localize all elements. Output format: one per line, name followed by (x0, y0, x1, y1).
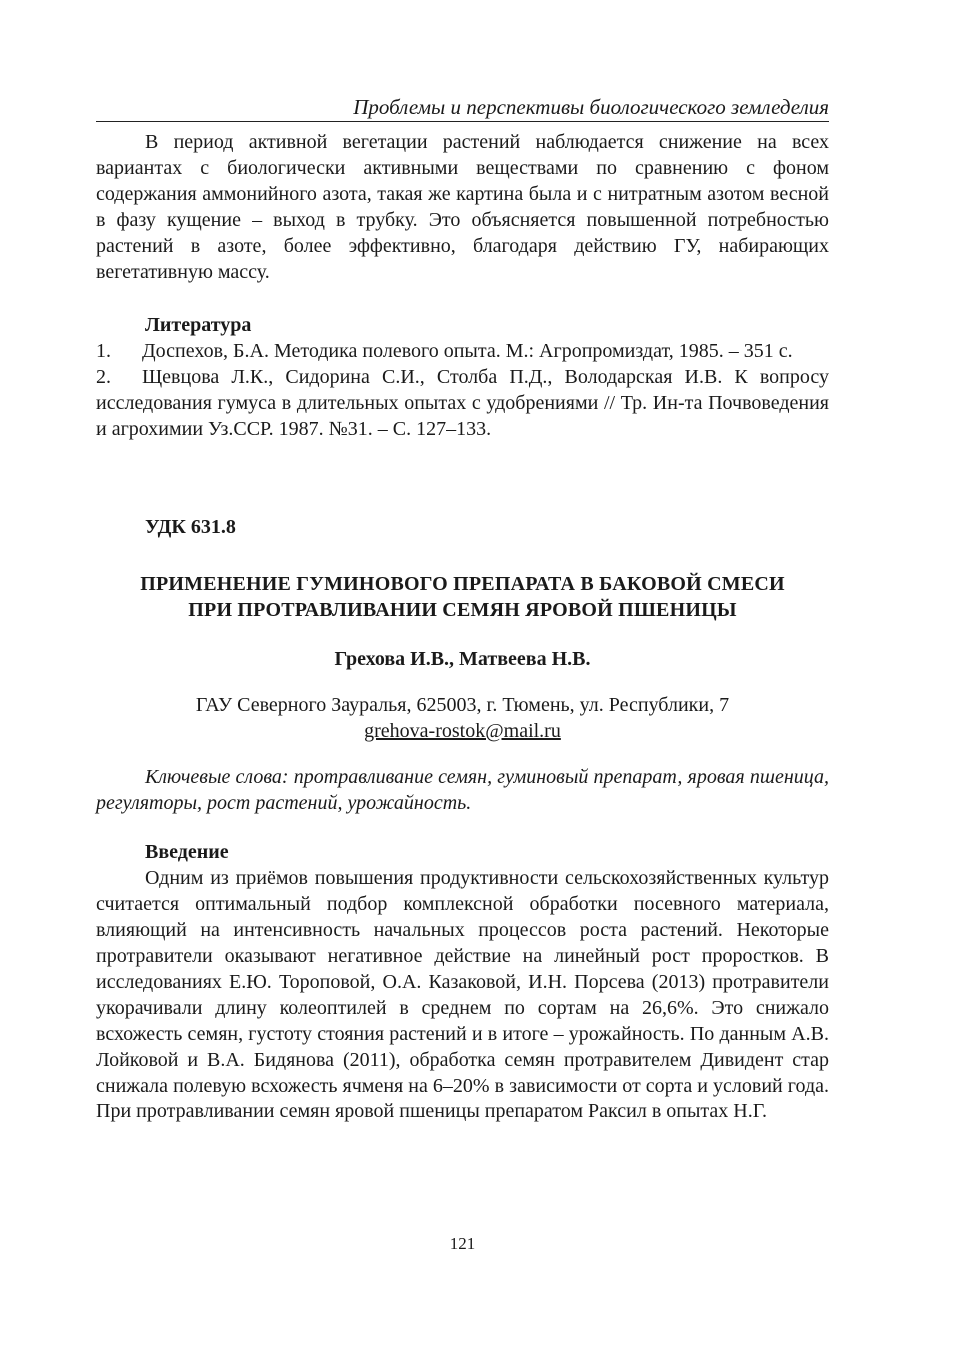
running-head: Проблемы и перспективы биологического земледелия (353, 95, 829, 119)
email-line (96, 719, 829, 745)
article-title (96, 571, 829, 623)
reference-text: Щевцова Л.К., Сидорина С.И., Столба П.Д., Володарская И.В. К вопросу исследования гумуса в длительных опытах с удобрениями // Тр. Ин-та Почвоведения и агрохимии Уз.ССР. 1987. №31. – С. 127–133. (96, 366, 829, 441)
title-line-2: ПРИ ПРОТРАВЛИВАНИИ СЕМЯН ЯРОВОЙ ПШЕНИЦЫ (188, 598, 737, 621)
udk-code: УДК 631.8 (145, 515, 236, 538)
reference-number: 2. (96, 366, 111, 389)
reference-item (96, 365, 829, 443)
reference-text: Доспехов, Б.А. Методика полевого опыта. М.: Агропромиздат, 1985. – 351 с. (142, 340, 793, 363)
page-number: 121 (449, 1234, 476, 1253)
title-line-1: ПРИМЕНЕНИЕ ГУМИНОВОГО ПРЕПАРАТА В БАКОВОЙ СМЕСИ (140, 572, 785, 595)
reference-number: 1. (96, 340, 111, 363)
introduction-heading: Введение (145, 841, 229, 864)
email-link[interactable]: grehova-rostok@mail.ru (364, 719, 561, 742)
page (96, 0, 829, 1354)
header-rule (96, 121, 829, 122)
introduction-text: Одним из приёмов повышения продуктивности сельскохозяйственных культур считается оптимальный подбор комплексной обработки посевного материала, влияющий на интенсивность начальных процессов роста растений. Некоторые протравители оказывают негативное действие на линейный рост проростков. В исследованиях Е.Ю. Тороповой, О.А. Казаковой, И.Н. Порсева (2013) протравители укорачивали длину колеоптилей в среднем по сортам на 26,6%. Это снижало всхожесть семян, густоту стояния растений и в итоге – урожайность. По данным А.В. Лойковой и В.А. Бидянова (2011), обработка семян протравителем Дивидент стар снижала полевую всхожесть ячменя на 6–20% в зависимости от сорта и условий года. При протравливании семян яровой пшеницы препаратом Раксил в опытах Н.Г. (96, 867, 829, 1123)
reference-item (96, 339, 829, 365)
affiliation: ГАУ Северного Зауралья, 625003, г. Тюмень, ул. Республики, 7 (195, 693, 730, 716)
keywords: Ключевые слова: протравливание семян, гуминовый препарат, яровая пшеница, регуляторы, рост растений, урожайность. (96, 765, 829, 814)
authors: Грехова И.В., Матвеева Н.В. (334, 647, 591, 670)
literature-heading: Литература (145, 314, 252, 337)
paragraph-top: В период активной вегетации растений наблюдается снижение на всех вариантах с биологически активными веществами по сравнению с фоном содержания аммонийного азота, такая же картина была и с нитратным азотом весной в фазу кущение – выход в трубку. Это объясняется повышенной потребностью растений в азоте, более эффективно, благодаря действию ГУ, набирающих вегетативную массу. (96, 131, 829, 283)
article-body (96, 130, 829, 1125)
